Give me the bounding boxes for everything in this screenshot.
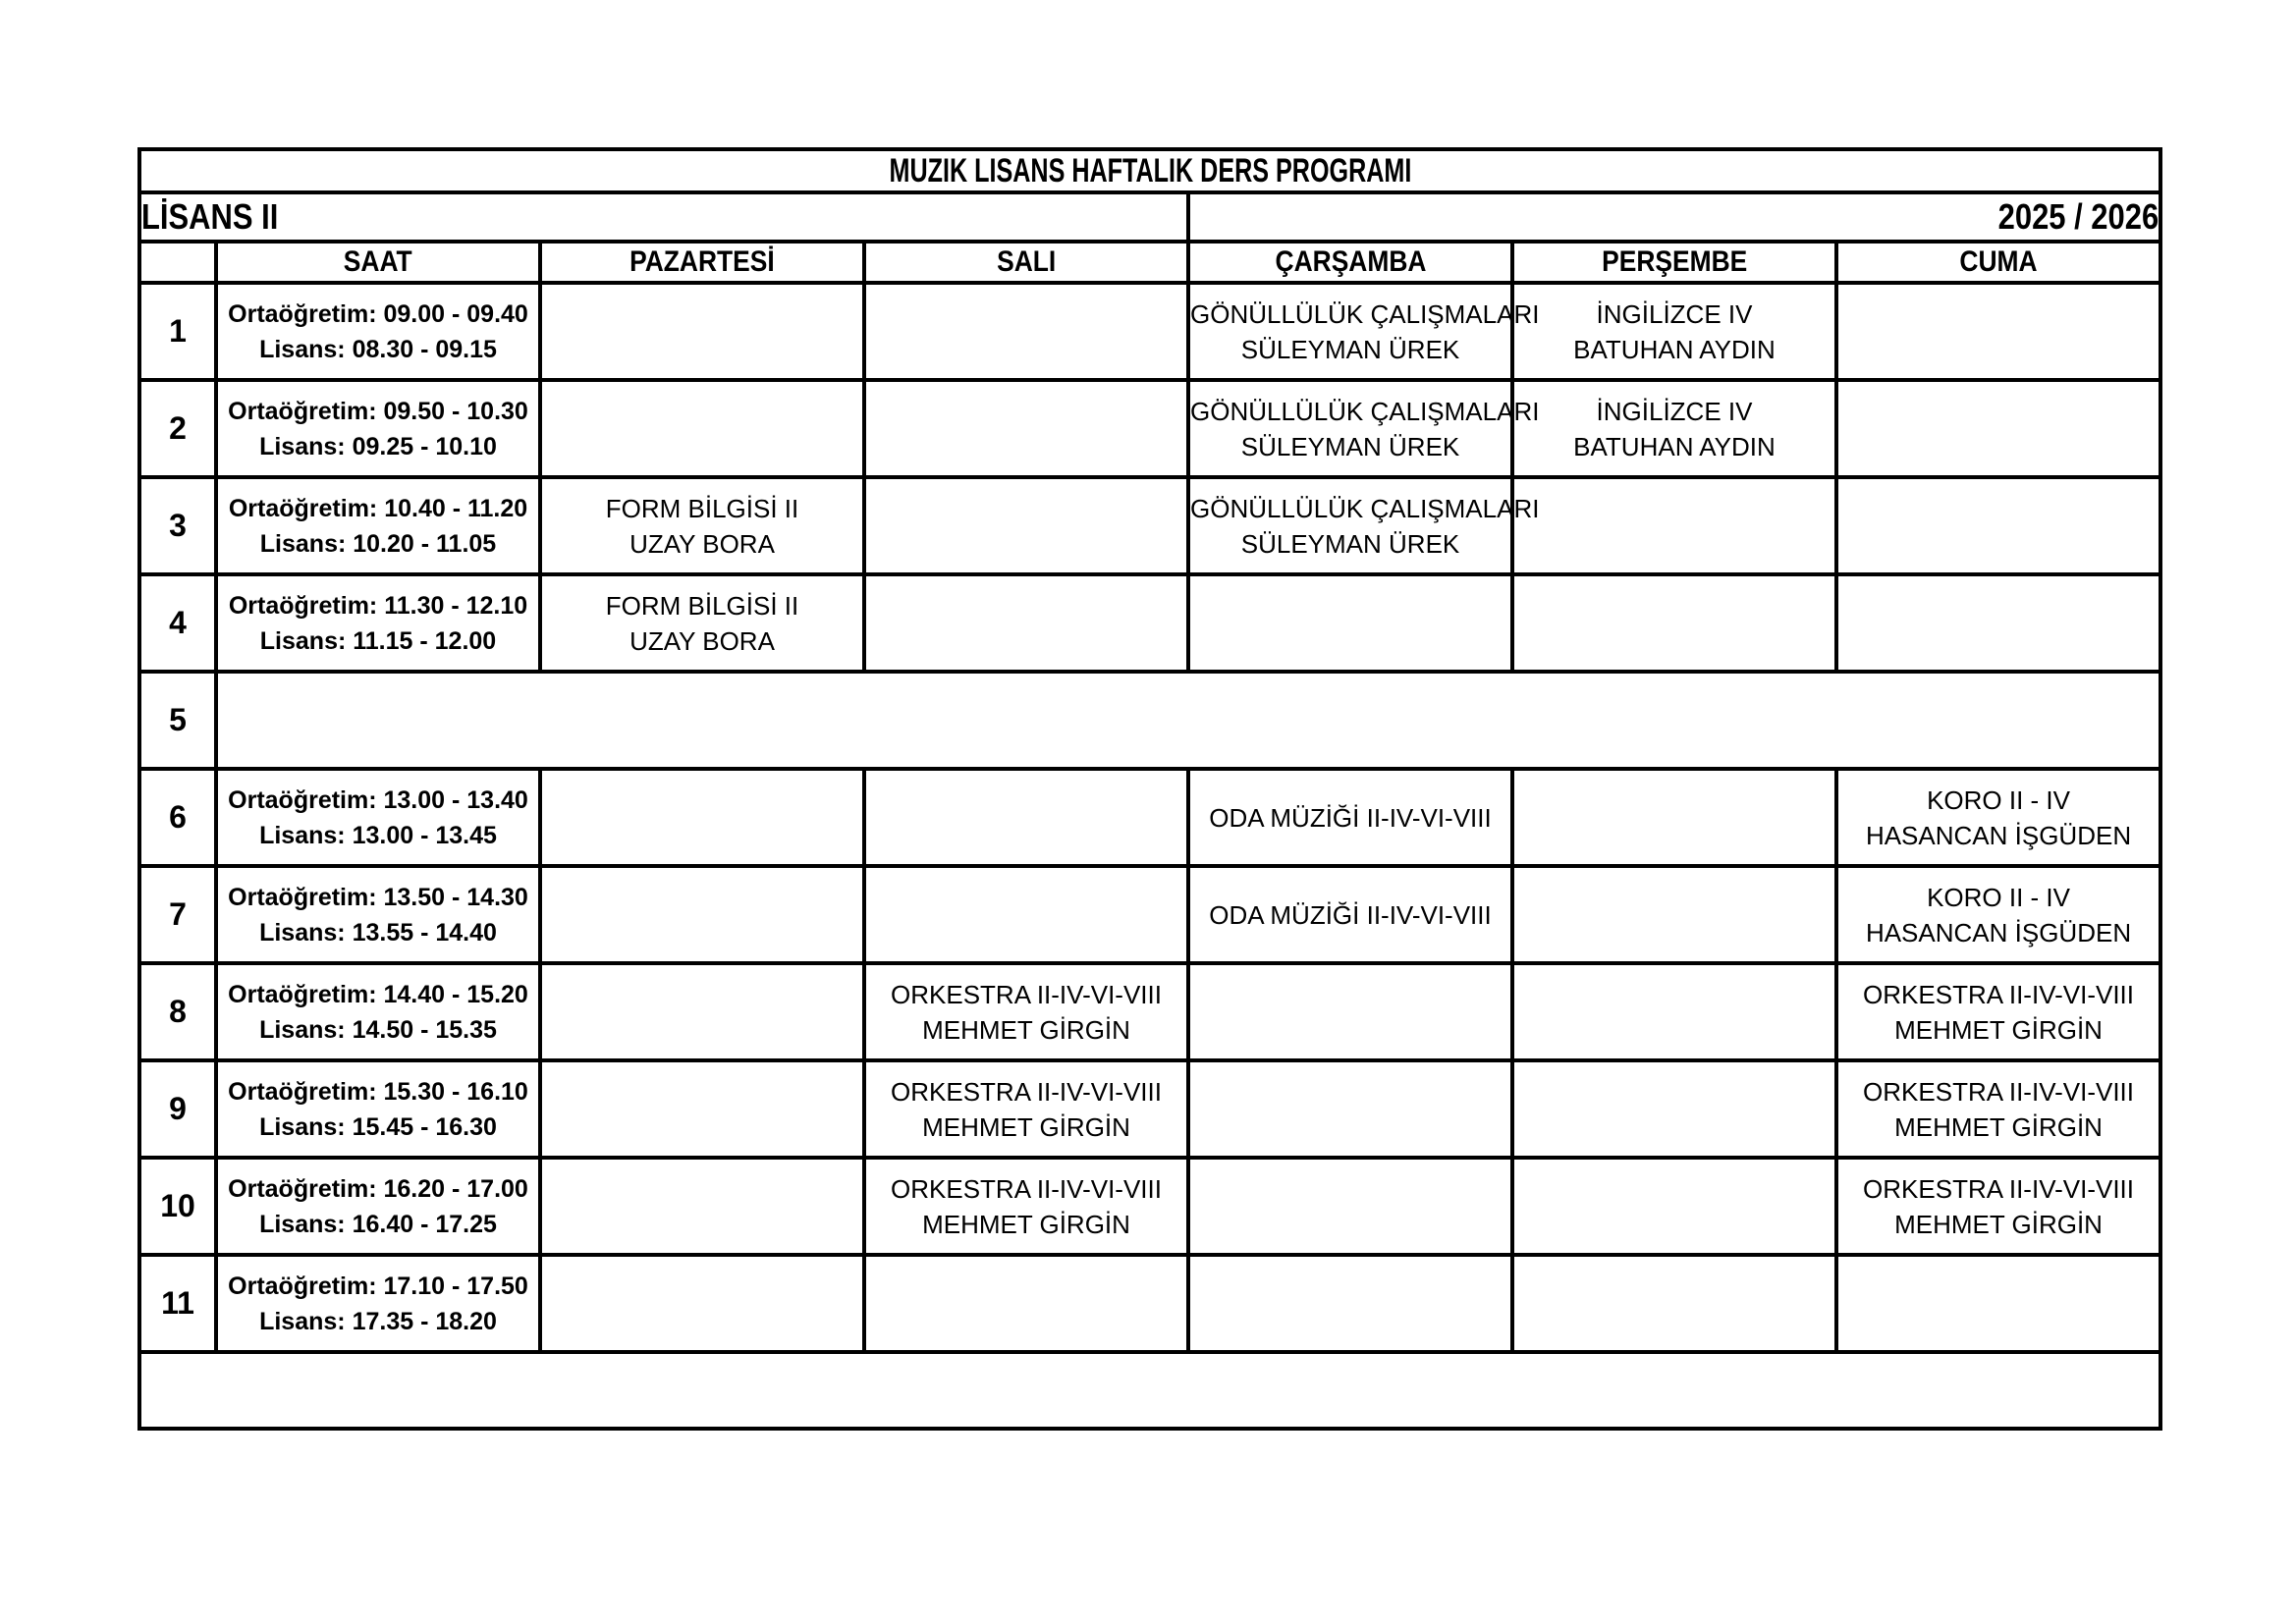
time-undergraduate: Lisans: 17.35 - 18.20 [259, 1307, 497, 1335]
page-title [281, 149, 2019, 192]
time-secondary-school: Ortaöğretim: 15.30 - 16.10 [228, 1077, 528, 1106]
row-number: 2 [139, 380, 216, 477]
time-cell [216, 769, 540, 866]
time-secondary-school: Ortaöğretim: 11.30 - 12.10 [228, 591, 528, 620]
table-row [139, 574, 2160, 672]
time-secondary-school: Ortaöğretim: 09.50 - 10.30 [228, 397, 528, 425]
time-cell [216, 380, 540, 477]
course-cell-carsamba [1188, 380, 1540, 477]
instructor-name: UZAY BORA [629, 528, 775, 559]
instructor-name: SÜLEYMAN ÜREK [1240, 431, 1460, 461]
table-row [139, 1255, 2160, 1352]
course-cell-persembe [1512, 963, 1836, 1060]
course-name: FORM BİLGİSİ II [605, 493, 799, 523]
course-cell-cuma [1836, 866, 2160, 963]
course-name: ORKESTRA II-IV-VI-VIII [1863, 979, 2134, 1009]
course-cell-cuma [1836, 283, 2160, 380]
course-cell-sali [864, 1060, 1188, 1158]
course-cell-sali [864, 866, 1188, 963]
time-undergraduate: Lisans: 14.50 - 15.35 [259, 1015, 497, 1044]
row-number: 11 [139, 1255, 216, 1352]
instructor-name: MEHMET GİRGİN [1894, 1209, 2103, 1239]
instructor-name: MEHMET GİRGİN [1894, 1111, 2103, 1142]
course-cell-pazartesi [540, 769, 864, 866]
program-level-text: LİSANS II [141, 196, 279, 237]
time-cell [216, 283, 540, 380]
column-header-persembe [1512, 242, 1836, 283]
instructor-name: MEHMET GİRGİN [922, 1111, 1130, 1142]
row-number: 10 [139, 1158, 216, 1255]
course-cell-sali [864, 574, 1188, 672]
page-title-text: MUZIK LISANS HAFTALIK DERS PROGRAMI [889, 151, 1411, 189]
course-cell-pazartesi [540, 1158, 864, 1255]
time-undergraduate: Lisans: 16.40 - 17.25 [259, 1210, 497, 1238]
time-secondary-school: Ortaöğretim: 09.00 - 09.40 [228, 299, 528, 328]
course-cell-sali [864, 380, 1188, 477]
course-cell-carsamba [1188, 283, 1540, 380]
time-cell [216, 1060, 540, 1158]
course-cell-pazartesi [540, 866, 864, 963]
column-header-label: SAAT [344, 245, 412, 278]
academic-year [1188, 192, 2160, 242]
instructor-name: BATUHAN AYDIN [1573, 334, 1776, 364]
time-undergraduate: Lisans: 15.45 - 16.30 [259, 1112, 497, 1141]
instructor-name: BATUHAN AYDIN [1573, 431, 1776, 461]
row-number: 8 [139, 963, 216, 1060]
column-header-row [139, 242, 2160, 283]
table-row [139, 1158, 2160, 1255]
instructor-name: MEHMET GİRGİN [922, 1014, 1130, 1045]
course-name: ORKESTRA II-IV-VI-VIII [891, 1076, 1162, 1107]
course-cell-sali [864, 1158, 1188, 1255]
course-name: GÖNÜLLÜLÜK ÇALIŞMALARI [1190, 298, 1540, 329]
course-cell-cuma [1836, 1255, 2160, 1352]
course-cell-pazartesi [540, 1255, 864, 1352]
footer-row [139, 1352, 2160, 1429]
column-header-label: PERŞEMBE [1601, 245, 1748, 278]
time-cell [216, 1158, 540, 1255]
table-row [139, 1060, 2160, 1158]
lunch-break-cell [216, 672, 2160, 769]
course-cell-pazartesi [540, 380, 864, 477]
column-header-sali [864, 242, 1188, 283]
course-cell-pazartesi [540, 574, 864, 672]
course-cell-carsamba [1188, 866, 1512, 963]
table-row [139, 380, 2160, 477]
time-undergraduate: Lisans: 09.25 - 10.10 [259, 432, 497, 460]
time-cell [216, 866, 540, 963]
course-cell-persembe [1512, 1158, 1836, 1255]
instructor-name: SÜLEYMAN ÜREK [1240, 334, 1460, 364]
course-cell-sali [864, 963, 1188, 1060]
course-cell-pazartesi [540, 963, 864, 1060]
course-name: ODA MÜZİĞİ II-IV-VI-VIII [1209, 802, 1492, 833]
instructor-name: UZAY BORA [629, 625, 775, 656]
course-cell-persembe [1512, 574, 1836, 672]
row-number: 5 [139, 672, 216, 769]
table-row [139, 477, 2160, 574]
course-cell-sali [864, 1255, 1188, 1352]
row-number: 4 [139, 574, 216, 672]
course-name: İNGİLİZCE IV [1596, 298, 1753, 329]
course-name: ORKESTRA II-IV-VI-VIII [891, 1173, 1162, 1204]
row-number: 1 [139, 283, 216, 380]
table-row [139, 866, 2160, 963]
row-number: 6 [139, 769, 216, 866]
course-cell-carsamba [1188, 963, 1512, 1060]
course-cell-persembe [1512, 866, 1836, 963]
course-cell-sali [864, 769, 1188, 866]
program-level [139, 192, 1188, 242]
column-header-label: ÇARŞAMBA [1275, 245, 1426, 278]
time-cell [216, 963, 540, 1060]
column-header-carsamba [1188, 242, 1512, 283]
course-cell-sali [864, 283, 1188, 380]
course-cell-persembe [1512, 769, 1836, 866]
course-name: KORO II - IV [1927, 785, 2070, 815]
course-cell-carsamba [1188, 1255, 1512, 1352]
time-secondary-school: Ortaöğretim: 13.00 - 13.40 [228, 785, 528, 814]
course-cell-cuma [1836, 1060, 2160, 1158]
schedule-table [137, 147, 2162, 1431]
course-cell-pazartesi [540, 283, 864, 380]
course-name: ORKESTRA II-IV-VI-VIII [1863, 1076, 2134, 1107]
course-cell-carsamba [1188, 1158, 1512, 1255]
time-undergraduate: Lisans: 11.15 - 12.00 [259, 626, 497, 655]
instructor-name: MEHMET GİRGİN [922, 1209, 1130, 1239]
time-cell [216, 477, 540, 574]
course-cell-cuma [1836, 963, 2160, 1060]
course-cell-pazartesi [540, 1060, 864, 1158]
row-number: 3 [139, 477, 216, 574]
time-secondary-school: Ortaöğretim: 14.40 - 15.20 [228, 980, 528, 1008]
instructor-name: MEHMET GİRGİN [1894, 1014, 2103, 1045]
row-number: 9 [139, 1060, 216, 1158]
course-cell-cuma [1836, 574, 2160, 672]
column-header-cuma [1836, 242, 2160, 283]
table-row [139, 283, 2160, 380]
course-name: GÖNÜLLÜLÜK ÇALIŞMALARI [1190, 396, 1540, 426]
column-header-label: PAZARTESİ [629, 245, 775, 278]
instructor-name: SÜLEYMAN ÜREK [1240, 528, 1460, 559]
course-name: GÖNÜLLÜLÜK ÇALIŞMALARI [1190, 493, 1540, 523]
course-name: ORKESTRA II-IV-VI-VIII [1863, 1173, 2134, 1204]
footer-empty-cell [139, 1352, 2160, 1429]
column-header-corner [139, 242, 216, 283]
time-undergraduate: Lisans: 13.55 - 14.40 [259, 918, 497, 947]
table-row [139, 769, 2160, 866]
time-secondary-school: Ortaöğretim: 16.20 - 17.00 [228, 1174, 528, 1203]
academic-year-text: 2025 / 2026 [1997, 196, 2159, 237]
course-cell-carsamba [1188, 1060, 1512, 1158]
course-cell-cuma [1836, 1158, 2160, 1255]
course-name: İNGİLİZCE IV [1596, 396, 1753, 426]
course-name: ODA MÜZİĞİ II-IV-VI-VIII [1209, 899, 1492, 930]
course-cell-persembe [1512, 1255, 1836, 1352]
course-cell-cuma [1836, 477, 2160, 574]
time-cell [216, 574, 540, 672]
column-header-pazartesi [540, 242, 864, 283]
column-header-saat [216, 242, 540, 283]
instructor-name: HASANCAN İŞGÜDEN [1865, 917, 2132, 947]
table-row [139, 672, 2160, 769]
time-undergraduate: Lisans: 08.30 - 09.15 [259, 335, 497, 363]
course-name: FORM BİLGİSİ II [605, 590, 799, 621]
course-cell-cuma [1836, 380, 2160, 477]
course-cell-carsamba [1188, 477, 1540, 574]
course-name: KORO II - IV [1927, 882, 2070, 912]
time-undergraduate: Lisans: 10.20 - 11.05 [259, 529, 497, 558]
column-header-label: SALI [996, 245, 1057, 278]
course-cell-cuma [1836, 769, 2160, 866]
course-cell-persembe [1512, 283, 1836, 380]
course-cell-pazartesi [540, 477, 864, 574]
time-undergraduate: Lisans: 13.00 - 13.45 [259, 821, 497, 849]
course-cell-persembe [1512, 1060, 1836, 1158]
time-cell [216, 1255, 540, 1352]
schedule-sheet [137, 147, 2159, 1431]
time-secondary-school: Ortaöğretim: 17.10 - 17.50 [228, 1272, 528, 1300]
course-cell-sali [864, 477, 1188, 574]
course-cell-carsamba [1188, 574, 1512, 672]
course-name: ORKESTRA II-IV-VI-VIII [891, 979, 1162, 1009]
course-cell-persembe [1512, 477, 1836, 574]
course-cell-persembe [1512, 380, 1836, 477]
row-number: 7 [139, 866, 216, 963]
table-row [139, 963, 2160, 1060]
instructor-name: HASANCAN İŞGÜDEN [1865, 820, 2132, 850]
column-header-label: CUMA [1959, 245, 2038, 278]
time-secondary-school: Ortaöğretim: 10.40 - 11.20 [228, 494, 528, 522]
time-secondary-school: Ortaöğretim: 13.50 - 14.30 [228, 883, 528, 911]
course-cell-carsamba [1188, 769, 1512, 866]
